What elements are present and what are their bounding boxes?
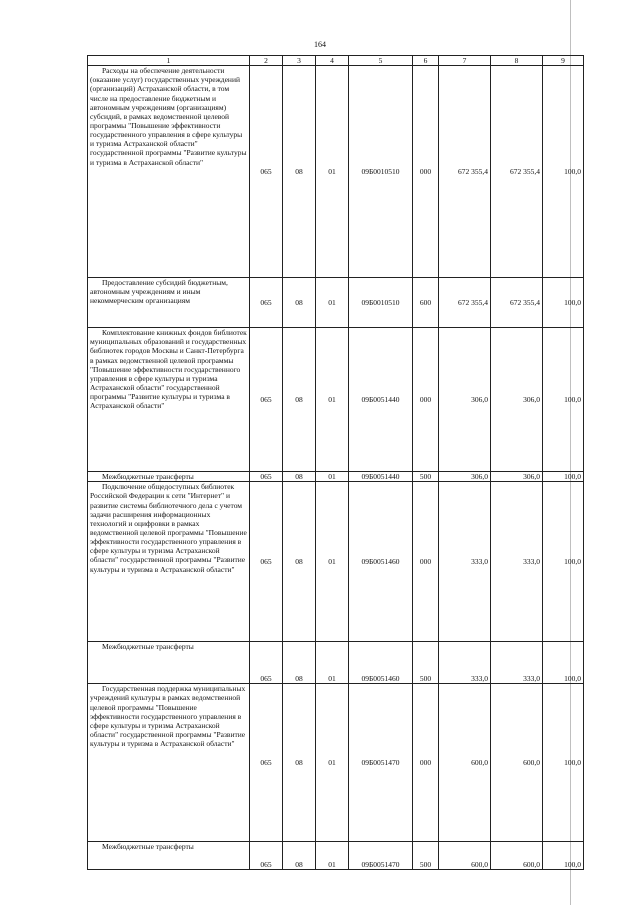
row-description: Государственная поддержка муниципальных учреждений культуры в рамках ведомственной целевой программы "Повышение эффективности государственного управления в сфере культуры и туризма Астраханской области" государственной программы "Развитие культуры и туризма в Астраханской области"	[88, 684, 250, 842]
cell-percent: 100,0	[543, 684, 584, 842]
column-header: 6	[413, 56, 439, 66]
cell-section: 08	[283, 278, 316, 328]
cell-subsection: 01	[316, 642, 349, 684]
cell-expense-type: 600	[413, 278, 439, 328]
cell-percent: 100,0	[543, 842, 584, 870]
cell-percent: 100,0	[543, 278, 584, 328]
cell-subsection: 01	[316, 842, 349, 870]
cell-section: 08	[283, 328, 316, 472]
cell-target-article: 09Б0051470	[349, 842, 413, 870]
cell-expense-type: 500	[413, 842, 439, 870]
column-header: 8	[491, 56, 543, 66]
cell-expense-type: 500	[413, 472, 439, 482]
cell-expense-type: 000	[413, 684, 439, 842]
cell-section: 08	[283, 684, 316, 842]
cell-actual-amount: 600,0	[491, 842, 543, 870]
cell-percent: 100,0	[543, 472, 584, 482]
cell-admin-code: 065	[250, 328, 283, 472]
cell-target-article: 09Б0051460	[349, 642, 413, 684]
cell-admin-code: 065	[250, 278, 283, 328]
cell-target-article: 09Б0051440	[349, 328, 413, 472]
cell-plan-amount: 306,0	[439, 328, 491, 472]
budget-table	[87, 55, 584, 870]
cell-percent: 100,0	[543, 642, 584, 684]
cell-plan-amount: 672 355,4	[439, 278, 491, 328]
row-description: Подключение общедоступных библиотек Российской Федерации к сети "Интернет" и развитие системы библиотечного дела с учетом задачи расширения информационных технологий и оцифровки в рамках ведомственной целевой программы "Повышение эффективности государственного управления в сфере культуры и туризма Астраханской области" государственной программы "Развитие культуры и туризма в Астраханской области"	[88, 482, 250, 642]
cell-subsection: 01	[316, 684, 349, 842]
table-row	[88, 842, 584, 870]
row-description: Межбюджетные трансферты	[88, 472, 250, 482]
cell-expense-type: 500	[413, 642, 439, 684]
cell-subsection: 01	[316, 278, 349, 328]
column-header: 7	[439, 56, 491, 66]
cell-actual-amount: 306,0	[491, 472, 543, 482]
cell-target-article: 09Б0010510	[349, 278, 413, 328]
cell-percent: 100,0	[543, 66, 584, 278]
cell-section: 08	[283, 642, 316, 684]
cell-actual-amount: 333,0	[491, 642, 543, 684]
cell-target-article: 09Б0051440	[349, 472, 413, 482]
table-row	[88, 684, 584, 842]
page-number: 164	[314, 40, 326, 49]
row-description: Комплектование книжных фондов библиотек муниципальных образований и государственных библиотек городов Москвы и Санкт-Петербурга в рамках ведомственной целевой программы "Повышение эффективности государственного управления в сфере культуры и туризма Астраханской области" государственной программы "Развитие культуры и туризма в Астраханской области"	[88, 328, 250, 472]
cell-section: 08	[283, 842, 316, 870]
cell-subsection: 01	[316, 66, 349, 278]
cell-admin-code: 065	[250, 472, 283, 482]
table-row	[88, 642, 584, 684]
cell-subsection: 01	[316, 328, 349, 472]
column-header: 5	[349, 56, 413, 66]
column-header: 9	[543, 56, 584, 66]
cell-section: 08	[283, 472, 316, 482]
cell-actual-amount: 672 355,4	[491, 278, 543, 328]
cell-plan-amount: 672 355,4	[439, 66, 491, 278]
column-header: 3	[283, 56, 316, 66]
column-header: 1	[88, 56, 250, 66]
cell-plan-amount: 333,0	[439, 642, 491, 684]
table-row	[88, 278, 584, 328]
column-number-row	[88, 56, 584, 66]
cell-expense-type: 000	[413, 328, 439, 472]
cell-percent: 100,0	[543, 328, 584, 472]
table-row	[88, 472, 584, 482]
cell-admin-code: 065	[250, 66, 283, 278]
cell-target-article: 09Б0051460	[349, 482, 413, 642]
cell-actual-amount: 306,0	[491, 328, 543, 472]
cell-admin-code: 065	[250, 642, 283, 684]
cell-actual-amount: 600,0	[491, 684, 543, 842]
column-header: 4	[316, 56, 349, 66]
cell-expense-type: 000	[413, 482, 439, 642]
cell-subsection: 01	[316, 472, 349, 482]
cell-plan-amount: 600,0	[439, 684, 491, 842]
cell-plan-amount: 333,0	[439, 482, 491, 642]
row-description: Расходы на обеспечение деятельности (оказание услуг) государственных учреждений (организаций) Астраханской области, в том числе на предоставление бюджетным и автономным учреждениям (организациям) субсидий, в рамках ведомственной целевой программы "Повышение эффективности государственного управления в сфере культуры и туризма Астраханской области" государственной программы "Развитие культуры и туризма в Астраханской области"	[88, 66, 250, 278]
cell-expense-type: 000	[413, 66, 439, 278]
cell-plan-amount: 306,0	[439, 472, 491, 482]
row-description: Межбюджетные трансферты	[88, 842, 250, 870]
cell-target-article: 09Б0010510	[349, 66, 413, 278]
cell-subsection: 01	[316, 482, 349, 642]
cell-admin-code: 065	[250, 842, 283, 870]
table-row	[88, 66, 584, 278]
cell-admin-code: 065	[250, 684, 283, 842]
cell-percent: 100,0	[543, 482, 584, 642]
cell-section: 08	[283, 66, 316, 278]
cell-actual-amount: 672 355,4	[491, 66, 543, 278]
table-row	[88, 482, 584, 642]
cell-section: 08	[283, 482, 316, 642]
cell-admin-code: 065	[250, 482, 283, 642]
row-description: Межбюджетные трансферты	[88, 642, 250, 684]
column-header: 2	[250, 56, 283, 66]
cell-actual-amount: 333,0	[491, 482, 543, 642]
row-description: Предоставление субсидий бюджетным, автономным учреждениям и иным некоммерческим организациям	[88, 278, 250, 328]
table-row	[88, 328, 584, 472]
cell-plan-amount: 600,0	[439, 842, 491, 870]
cell-target-article: 09Б0051470	[349, 684, 413, 842]
